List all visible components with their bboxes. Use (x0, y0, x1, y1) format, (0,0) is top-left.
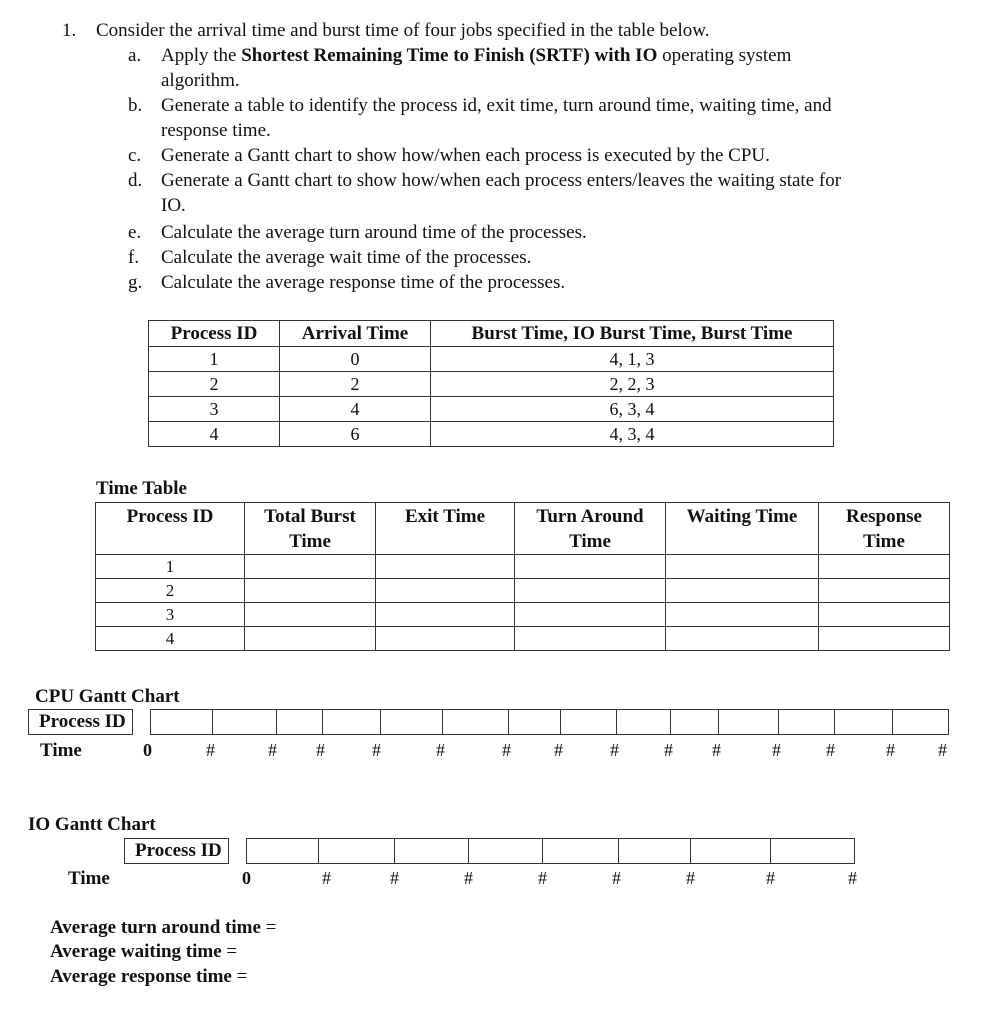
time-table-empty-cell (245, 627, 376, 651)
time-table-empty-cell (515, 627, 666, 651)
tt-header-waiting-time: Waiting Time (666, 503, 819, 555)
jobs-table (148, 320, 834, 447)
question-part (128, 168, 968, 218)
question-part-line (161, 143, 961, 168)
question-part-label: a. (128, 45, 142, 66)
question-part-text (161, 143, 961, 168)
question-part-line (161, 93, 961, 118)
time-table-process-id: 2 (96, 579, 245, 603)
time-table-title: Time Table (96, 478, 187, 499)
time-table-empty-cell (515, 555, 666, 579)
average-equals: = (231, 966, 248, 987)
jobs-table-cell: 2, 2, 3 (431, 372, 834, 397)
time-table-process-id: 4 (96, 627, 245, 651)
question-part-label: g. (128, 272, 143, 293)
time-table-empty-cell (819, 579, 950, 603)
io-gantt-cell (468, 838, 543, 864)
question-part-segment: IO. (161, 195, 186, 216)
cpu-gantt-cell (718, 709, 779, 735)
jobs-header-arrival-time: Arrival Time (280, 321, 431, 347)
cpu-gantt-cell (276, 709, 323, 735)
time-table-empty-cell (819, 555, 950, 579)
tt-header-response-time (819, 503, 950, 555)
io-gantt-title: IO Gantt Chart (28, 814, 156, 835)
tt-header-response-time-label: Response Time (845, 506, 922, 552)
time-table-empty-cell (819, 627, 950, 651)
cpu-gantt-time-tick: # (316, 740, 325, 760)
jobs-table-cell: 4 (149, 422, 280, 447)
question-part-segment: Generate a Gantt chart to show how/when each process enters/leaves the waiting state for (161, 170, 842, 191)
question-part-label: c. (128, 145, 142, 166)
cpu-gantt-cell (616, 709, 671, 735)
jobs-header-process-id: Process ID (149, 321, 280, 347)
jobs-table-cell: 2 (280, 372, 431, 397)
question-part-segment: operating system (657, 45, 792, 66)
time-table-empty-cell (245, 555, 376, 579)
tt-header-turn-around-time (515, 503, 666, 555)
time-table-process-id: 3 (96, 603, 245, 627)
cpu-gantt-cell (892, 709, 949, 735)
time-table-row (96, 555, 950, 579)
cpu-gantt-cell (150, 709, 213, 735)
io-gantt-time-label: Time (68, 868, 110, 889)
question-part-segment: Calculate the average turn around time of the processes. (161, 222, 587, 243)
cpu-gantt-time-tick: # (886, 740, 895, 760)
cpu-gantt-cell (670, 709, 719, 735)
io-gantt-time-tick: # (464, 868, 473, 888)
io-gantt-row-label: Process ID (124, 838, 229, 864)
jobs-table-cell: 4, 3, 4 (431, 422, 834, 447)
question-part-segment: Generate a table to identify the process id, exit time, turn around time, waiting time, and (161, 95, 832, 116)
question-part-label: e. (128, 222, 142, 243)
cpu-gantt-time-tick: # (554, 740, 563, 760)
question-part-segment: Calculate the average wait time of the processes. (161, 247, 532, 268)
jobs-table-cell: 3 (149, 397, 280, 422)
io-gantt-cell (618, 838, 691, 864)
jobs-table-cell: 4, 1, 3 (431, 347, 834, 372)
average-equals: = (260, 917, 277, 938)
time-table-row (96, 627, 950, 651)
question-part-text (161, 93, 961, 143)
time-table-empty-cell (819, 603, 950, 627)
question-part (128, 43, 968, 93)
tt-header-total-burst-time (245, 503, 376, 555)
io-gantt-cell (318, 838, 395, 864)
cpu-gantt-time-tick: # (502, 740, 511, 760)
question-part-segment: Shortest Remaining Time to Finish (SRTF) with IO (241, 45, 658, 66)
question-part-label: d. (128, 170, 143, 191)
jobs-table-row (149, 347, 834, 372)
io-gantt-cell (770, 838, 855, 864)
average-label: Average response time (50, 966, 232, 987)
tt-header-total-burst-time-label: Total Burst Time (264, 506, 356, 552)
cpu-gantt-cell (322, 709, 381, 735)
time-table-process-id: 1 (96, 555, 245, 579)
question-part (128, 93, 968, 143)
time-table-empty-cell (376, 555, 515, 579)
time-table-empty-cell (515, 579, 666, 603)
question-part-text (161, 270, 961, 295)
question-part (128, 143, 968, 168)
average-line (50, 917, 276, 939)
time-table-empty-cell (376, 603, 515, 627)
question-part-label: f. (128, 247, 140, 268)
cpu-gantt-time-tick: # (772, 740, 781, 760)
average-label: Average turn around time (50, 917, 261, 938)
cpu-gantt-time-tick: # (436, 740, 445, 760)
cpu-gantt-time-tick: # (610, 740, 619, 760)
cpu-gantt-row-label: Process ID (28, 709, 133, 735)
io-gantt-time-tick: # (766, 868, 775, 888)
question-part-label: b. (128, 95, 143, 116)
jobs-table-cell: 0 (280, 347, 431, 372)
time-table-empty-cell (666, 627, 819, 651)
cpu-gantt-time-start: 0 (143, 740, 152, 760)
cpu-gantt-time-tick: # (206, 740, 215, 760)
time-table-row (96, 603, 950, 627)
cpu-gantt-time-label: Time (40, 740, 82, 761)
question-text: Consider the arrival time and burst time of four jobs specified in the table below. (96, 20, 710, 41)
question-part-line (161, 193, 961, 218)
time-table-empty-cell (666, 555, 819, 579)
jobs-table-row (149, 397, 834, 422)
cpu-gantt-cell (212, 709, 277, 735)
tt-header-process-id: Process ID (96, 503, 245, 555)
time-table-empty-cell (515, 603, 666, 627)
cpu-gantt-time-tick: # (712, 740, 721, 760)
io-gantt-cell (394, 838, 469, 864)
time-table-empty-cell (376, 627, 515, 651)
io-gantt-cell (690, 838, 771, 864)
question-part-line (161, 220, 961, 245)
question-part-line (161, 270, 961, 295)
jobs-table-row (149, 422, 834, 447)
question-part-line (161, 118, 961, 143)
time-table (95, 502, 950, 651)
cpu-gantt-time-tick: # (664, 740, 673, 760)
cpu-gantt-cell (778, 709, 835, 735)
cpu-gantt-time-tick: # (268, 740, 277, 760)
question-part-line (161, 245, 961, 270)
jobs-table-cell: 2 (149, 372, 280, 397)
question-part-segment: Apply the (161, 45, 242, 66)
time-table-empty-cell (376, 579, 515, 603)
cpu-gantt-time-tick: # (372, 740, 381, 760)
question-part-text (161, 220, 961, 245)
time-table-empty-cell (666, 579, 819, 603)
cpu-gantt-cell (508, 709, 561, 735)
question-part-line (161, 43, 961, 68)
cpu-gantt-cell (380, 709, 443, 735)
io-gantt-cell (246, 838, 319, 864)
question-part (128, 270, 968, 295)
tt-header-turn-around-time-label: Turn Around Time (536, 506, 644, 552)
io-gantt-time-tick: # (686, 868, 695, 888)
io-gantt-time-tick: # (848, 868, 857, 888)
io-gantt-time-tick: # (612, 868, 621, 888)
question-part (128, 220, 968, 245)
cpu-gantt-cell (560, 709, 617, 735)
tt-header-exit-time: Exit Time (376, 503, 515, 555)
jobs-table-cell: 4 (280, 397, 431, 422)
question-part (128, 245, 968, 270)
jobs-table-row (149, 372, 834, 397)
question-part-text (161, 168, 961, 218)
jobs-table-cell: 6 (280, 422, 431, 447)
average-equals: = (221, 941, 238, 962)
average-line (50, 966, 247, 988)
io-gantt-time-start: 0 (242, 868, 251, 888)
question-number: 1. (62, 20, 77, 41)
jobs-table-cell: 1 (149, 347, 280, 372)
jobs-header-burst-time: Burst Time, IO Burst Time, Burst Time (431, 321, 834, 347)
average-label: Average waiting time (50, 941, 222, 962)
question-part-segment: Calculate the average response time of the processes. (161, 272, 566, 293)
io-gantt-time-tick: # (538, 868, 547, 888)
question-part-text (161, 245, 961, 270)
io-gantt-cell (542, 838, 619, 864)
time-table-empty-cell (245, 579, 376, 603)
average-line (50, 941, 237, 963)
cpu-gantt-title: CPU Gantt Chart (35, 686, 180, 707)
cpu-gantt-time-tick: # (826, 740, 835, 760)
cpu-gantt-cell (442, 709, 509, 735)
question-part-segment: algorithm. (161, 70, 240, 91)
jobs-table-cell: 6, 3, 4 (431, 397, 834, 422)
time-table-empty-cell (245, 603, 376, 627)
time-table-empty-cell (666, 603, 819, 627)
time-table-row (96, 579, 950, 603)
io-gantt-time-tick: # (322, 868, 331, 888)
io-gantt-time-tick: # (390, 868, 399, 888)
question-part-text (161, 43, 961, 93)
question-part-line (161, 68, 961, 93)
cpu-gantt-cell (834, 709, 893, 735)
question-part-segment: response time. (161, 120, 271, 141)
question-part-segment: Generate a Gantt chart to show how/when each process is executed by the CPU. (161, 145, 770, 166)
cpu-gantt-time-tick: # (938, 740, 947, 760)
question-part-line (161, 168, 961, 193)
